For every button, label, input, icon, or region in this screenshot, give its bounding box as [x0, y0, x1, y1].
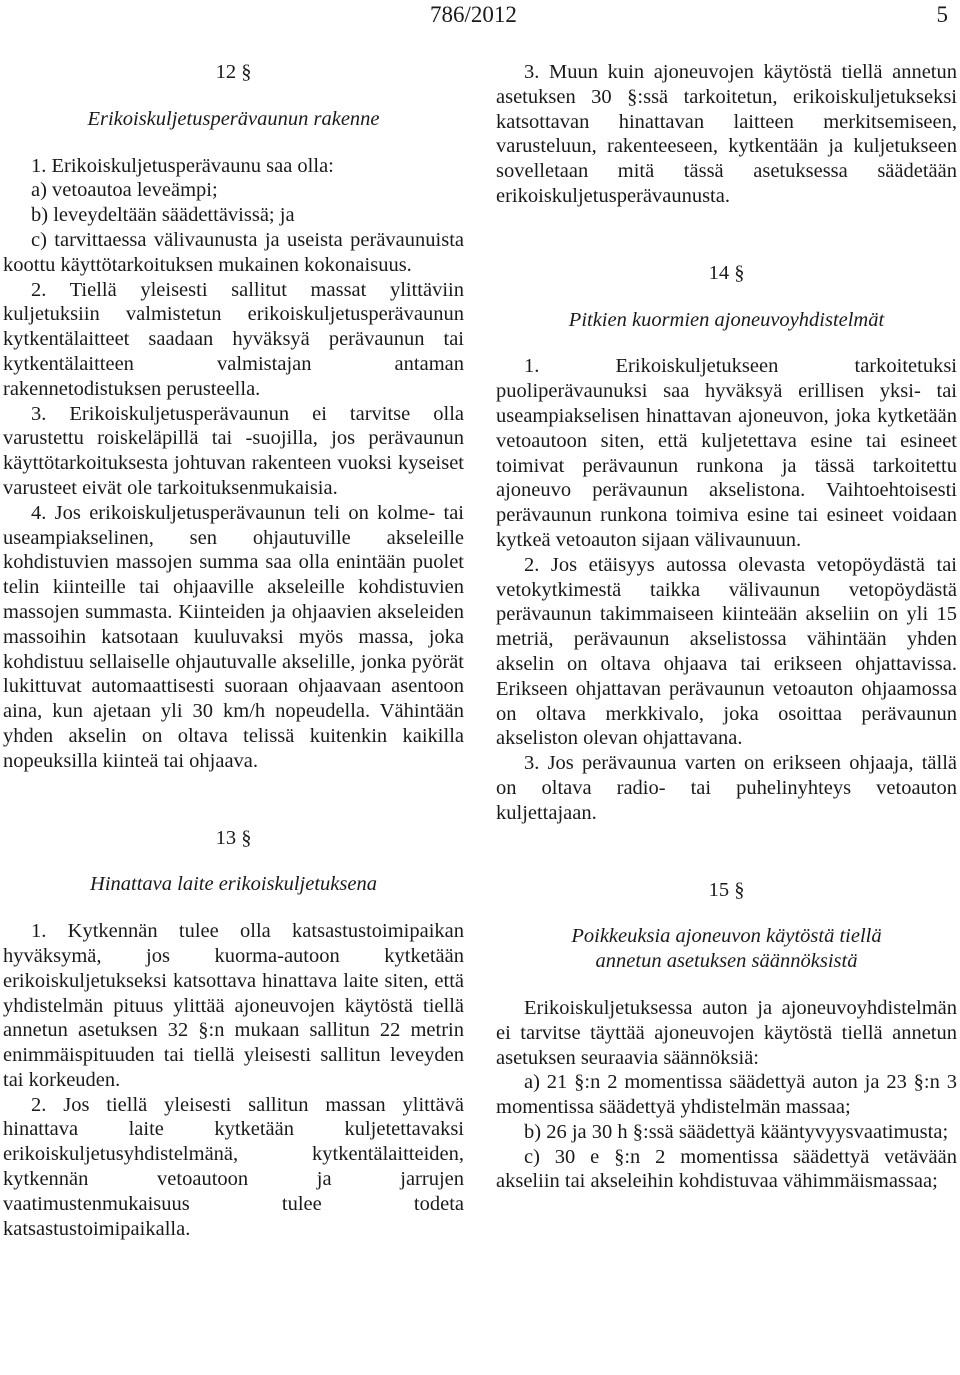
section-12-para-1: 1. Erikoiskuljetusperävaunu saa olla: — [31, 154, 334, 177]
section-12-para-3-continued: 3. Muun kuin ajoneuvojen käytöstä tiellä annetun asetuksen 30 §:ssä tarkoitetun, erikoiskuljetukseksi katsottavan hinattavan laitteen merkitsemiseen, varusteluun, rakenteeseen, kytkentään ja kuljetukseen sovelletaan mitä tässä asetuksessa säädetään erikoiskuljetusperävaunusta. — [496, 61, 957, 207]
section-12-para-2: 2. Tiellä yleisesti sallitut massat ylittäviin kuljetuksiin valmistetun erikoiskuljetusperävaunun kytkentälaitteet saadaan hyväksyä perävaunun tai kytkentälaitteen valmistajan antaman rakennetodistuksen perusteella. — [3, 278, 464, 400]
section-15-title-line-2: annetun asetuksen säännöksistä — [595, 950, 858, 973]
section-15-title-line-1: Poikkeuksia ajoneuvon käytöstä tiellä — [571, 925, 882, 948]
section-13-para-2: 2. Jos tiellä yleisesti sallitun massan ylittävä hinattava laite kytketään kuljetettavaksi erikoiskuljetusyhdistelmänä, kytkentälaitteiden, kytkennän vetoautoon ja jarrujen vaatimustenmukaisuus tulee todeta katsastustoimipaikalla. — [3, 1093, 464, 1240]
section-14-number: 14 § — [708, 261, 745, 284]
page-number: 5 — [936, 2, 948, 27]
right-column — [496, 60, 957, 1194]
section-13-para-1: 1. Kytkennän tulee olla katsastustoimipaikan hyväksymä, jos kuorma-autoon kytketään erikoiskuljetukseksi katsottava hinattava laite siten, että yhdistelmän pituus ylittää ajoneuvojen käytöstä tiellä annetun asetuksen 32 §:n mukaan sallitun 22 metrin enimmäispituuden tai tiellä yleisesti sallitun leveyden tai korkeuden. — [3, 920, 464, 1091]
section-15-item-a: a) 21 §:n 2 momentissa säädettyä auton ja 23 §:n 3 momentissa säädettyä yhdistelmän massaa; — [496, 1071, 957, 1119]
section-15-item-b: b) 26 ja 30 h §:ssä säädettyä kääntyvyysvaatimusta; — [524, 1120, 949, 1143]
section-15-number: 15 § — [708, 878, 745, 901]
section-12-item-a: a) vetoautoa leveämpi; — [31, 179, 218, 202]
section-12-para-3: 3. Erikoiskuljetusperävaunun ei tarvitse olla varustettu roiskeläpillä tai -suojilla, jos perävaunun käyttötarkoituksesta johtuvan rakenteen vuoksi kyseiset varusteet eivät ole tarkoituksenmukaisia. — [3, 402, 464, 499]
section-12-item-c: c) tarvittaessa välivaunusta ja useista perävaunuista koottu käyttötarkoituksen mukainen kokonaisuus. — [3, 228, 464, 276]
section-15-para-1: Erikoiskuljetuksessa auton ja ajoneuvoyhdistelmän ei tarvitse täyttää ajoneuvojen käytöstä tiellä annetun asetuksen seuraavia säännöksiä: — [496, 996, 957, 1069]
section-14-title: Pitkien kuormien ajoneuvoyhdistelmät — [568, 308, 885, 331]
section-12-title: Erikoiskuljetusperävaunun rakenne — [87, 107, 380, 130]
left-column — [3, 60, 464, 1241]
section-14-para-2: 2. Jos etäisyys autossa olevasta vetopöydästä tai vetokytkimestä taikka välivaunun vetopöydästä perävaunun takimmaiseen kiinteään akseliin on yli 15 metriä, perävaunun akselistossa vähintään yhden akselin on oltava ohjaava tai erikseen ohjattavissa. Erikseen ohjattavan perävaunun vetoauton ohjaamossa on oltava merkkivalo, joka osoittaa perävaunun akseliston olevan ohjattavana. — [496, 553, 957, 750]
section-15-item-c: c) 30 e §:n 2 momentissa säädettyä vetävään akseliin tai akseleihin kohdistuvaa vähimmäismassaa; — [496, 1145, 957, 1193]
section-12-number: 12 § — [215, 61, 252, 83]
section-13-title: Hinattava laite erikoiskuljetuksena — [90, 873, 377, 896]
section-14-para-3: 3. Jos perävaunua varten on erikseen ohjaaja, tällä on oltava radio- tai puhelinyhteys vetoauton kuljettajaan. — [496, 752, 957, 824]
section-14-para-1: 1. Erikoiskuljetukseen tarkoitetuksi puoliperävaunuksi saa hyväksyä erillisen yksi- tai useampiakselisen hinattavan ajoneuvon, joka kytketään vetoautoon siten, että kuljetettava esine tai esineet toimivat perävaunun runkona ja tässä tarkoitettu ajoneuvo perävaunun akselistona. Vaihtoehtoisesti perävaunun runkona toimiva esine tai esineet voidaan kytkeä vetoauton sijaan välivaunuun. — [496, 355, 957, 551]
section-13-number: 13 § — [215, 826, 252, 849]
statute-reference: 786/2012 — [430, 2, 517, 27]
section-12-para-4: 4. Jos erikoiskuljetusperävaunun teli on kolme- tai useampiakselinen, sen ohjautuville akseleille kohdistuvien massojen summa saa olla enintään puolet telin kiinteille tai ohjaaville akseleille kohdistuvien massojen summasta. Kiinteiden ja ohjaavien akseleiden massoihin katsotaan kuuluvaksi myös massa, joka kohdistuu sellaiselle ohjautuvalle akselille, jonka pyörät lukittuvat automaattisesti suoraan ohjaavaan asentoon aina, kun ajetaan yli 30 km/h nopeudella. Vähintään yhden akselin on oltava telissä kuitenkin kaikilla nopeuksilla kiinteä tai ohjaava. — [3, 501, 464, 772]
page-header — [0, 0, 960, 34]
section-12-item-b: b) leveydeltään säädettävissä; ja — [31, 204, 295, 227]
